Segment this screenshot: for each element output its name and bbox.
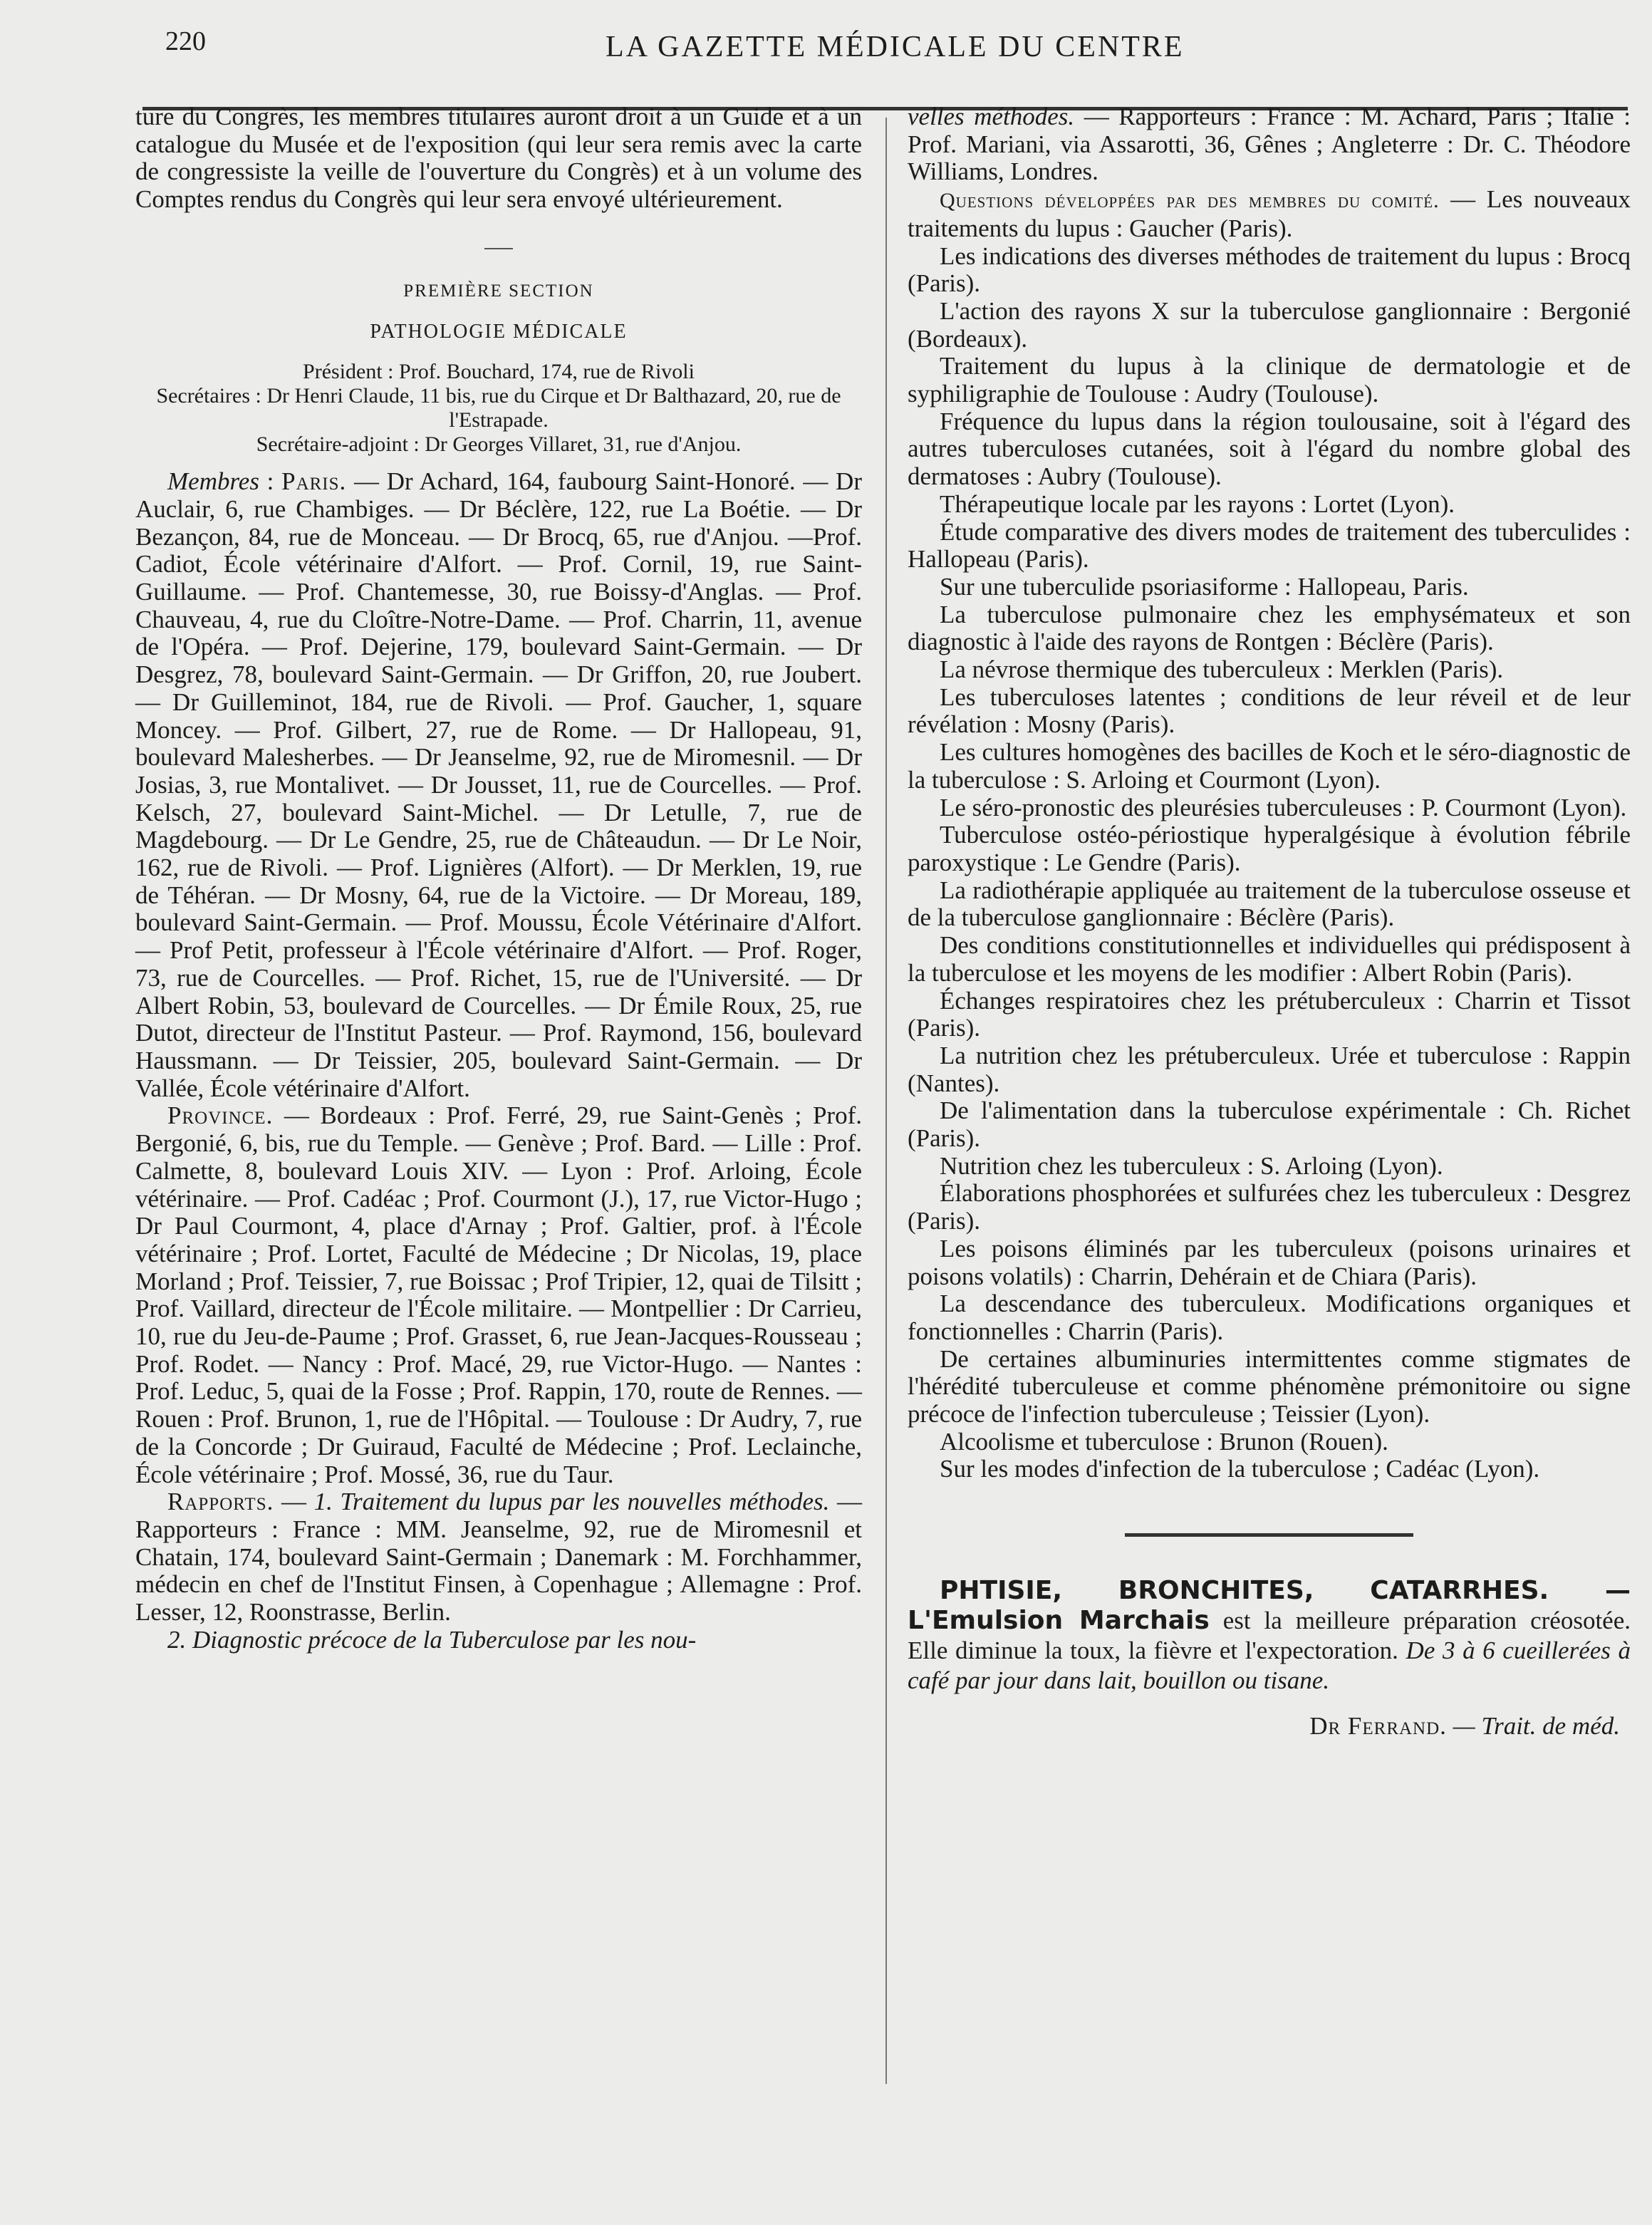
question-item: Les tuberculoses latentes ; conditions de leur réveil et de leur révélation : Mosny (Paris). xyxy=(908,683,1631,739)
assistant-secretary-line: Secrétaire-adjoint : Dr Georges Villaret, 31, rue d'Anjou. xyxy=(256,432,742,457)
question-item: De l'alimentation dans la tuberculose expérimentale : Ch. Richet (Paris). xyxy=(908,1096,1631,1153)
president-line: Président : Prof. Bouchard, 174, rue de Rivoli xyxy=(303,360,695,384)
secretaries-line: Secrétaires : Dr Henri Claude, 11 bis, rue du Cirque et Dr Balthazard, 20, rue de l'Estrapade. xyxy=(156,384,841,432)
column-rule xyxy=(885,118,887,2084)
advertisement-signature xyxy=(908,1713,1631,1741)
paris-label: Paris. xyxy=(281,467,347,496)
question-item: Élaborations phosphorées et sulfurées chez les tuberculeux : Desgrez (Paris). xyxy=(908,1179,1631,1235)
members-province-paragraph xyxy=(135,1102,862,1488)
province-label: Province. xyxy=(167,1101,274,1130)
question-item: Nutrition chez les tuberculeux : S. Arloing (Lyon). xyxy=(940,1151,1443,1180)
questions-intro-paragraph xyxy=(908,186,1631,242)
page-header xyxy=(142,21,1581,71)
questions-label: Questions développées par des membres du comité. xyxy=(940,189,1440,213)
question-item: Sur les modes d'infection de la tuberculose ; Cadéac (Lyon). xyxy=(940,1455,1540,1483)
advertisement xyxy=(908,1576,1631,1741)
advertisement-text xyxy=(908,1576,1631,1696)
question-item: La radiothérapie appliquée au traitement de la tuberculose osseuse et de la tuberculose ganglionnaire : Béclère (Paris). xyxy=(908,876,1631,932)
report-1-title: 1. Traitement du lupus par les nouvelles méthodes. xyxy=(313,1488,830,1516)
section-label: PREMIÈRE SECTION xyxy=(403,281,594,301)
section-title: PATHOLOGIE MÉDICALE xyxy=(370,320,628,343)
question-item: De certaines albuminuries intermittentes comme stigmates de l'hérédité tuberculeuse et comme phénomène prémonitoire ou signe précoce de l'infection tuberculeuse ; Teissier (Lyon). xyxy=(908,1344,1631,1428)
members-province-list: — Bordeaux : Prof. Ferré, 29, rue Saint-Genès ; Prof. Bergonié, 6, bis, rue du Temple. — Genève ; Prof. Bard. — Lille : Prof. Calmette, 8, boulevard Louis XIV. — Lyon : Prof. Arloing, École vétérinaire. — Prof. Cadéac ; Prof. Courmont (J.), 17, rue Victor-Hugo ; Dr Paul Courmont, 4, place d'Arnay ; Prof. Galtier, prof. à l'École vétérinaire ; Prof. Lortet, Faculté de Médecine ; Dr Nicolas, 19, place Morland ; Prof. Teissier, 7, rue Boissac ; Prof Tripier, 12, quai de Tilsitt ; Prof. Vaillard, directeur de l'École militaire. — Montpellier : Dr Carrieu, 10, rue du Jeu-de-Paume ; Prof. Grasset, 6, rue Jean-Jacques-Rousseau ; Prof. Rodet. — Nancy : Prof. Macé, 29, rue Victor-Hugo. — Nantes : Prof. Leduc, 5, quai de la Fosse ; Prof. Rappin, 170, route de Rennes. — Rouen : Prof. Brunon, 1, rue de l'Hôpital. — Toulouse : Dr Audry, 7, rue de la Concorde ; Dr Guiraud, Faculté de Médecine ; Prof. Leclainche, École vétérinaire ; Prof. Mossé, 36, rue du Taur. xyxy=(135,1101,862,1488)
question-item: Les indications des diverses méthodes de traitement du lupus : Brocq (Paris). xyxy=(908,242,1631,298)
advertisement-body: est la meilleure préparation créosotée. Elle diminue la toux, la fièvre et l'expectoration. xyxy=(908,1607,1631,1665)
members-paris-list: — Dr Achard, 164, faubourg Saint-Honoré. — Dr Auclair, 6, rue Chambiges. — Dr Béclère, 122, rue La Boétie. — Dr Bezançon, 84, rue de Monceau. — Dr Brocq, 65, rue d'Anjou. —Prof. Cadiot, École vétérinaire d'Alfort. — Prof. Cornil, 19, rue Saint-Guillaume. — Prof. Chantemesse, 30, rue Boissy-d'Anglas. — Prof. Chauveau, 4, rue du Cloître-Notre-Dame. — Prof. Charrin, 11, avenue de l'Opéra. — Prof. Dejerine, 179, boulevard Saint-Germain. — Dr Desgrez, 78, boulevard Saint-Germain. — Dr Griffon, 20, rue Joubert. — Dr Guilleminot, 184, rue de Rivoli. — Prof. Gaucher, 1, square Moncey. — Prof. Gilbert, 27, rue de Rome. — Dr Hallopeau, 91, boulevard Malesherbes. — Dr Jeanselme, 92, rue de Miromesnil. — Dr Josias, 3, rue Montalivet. — Dr Jousset, 11, rue de Courcelles. — Prof. Kelsch, 27, boulevard Saint-Michel. — Dr Letulle, 7, rue de Magdebourg. — Dr Le Gendre, 25, rue de Châteaudun. — Dr Le Noir, 162, rue de Rivoli. — Prof. Lignières (Alfort). — Dr Merklen, 19, rue de Téhéran. — Dr Mosny, 64, rue de la Victoire. — Dr Moreau, 189, boulevard Saint-Germain. — Prof. Moussu, École Vétérinaire d'Alfort. — Prof Petit, professeur à l'École vétérinaire d'Alfort. — Prof. Roger, 73, rue de Courcelles. — Prof. Richet, 15, rue de l'Université. — Dr Albert Robin, 53, boulevard de Courcelles. — Dr Émile Roux, 25, rue Dutot, directeur de l'Institut Pasteur. — Prof. Raymond, 156, boulevard Haussmann. — Dr Teissier, 205, boulevard Saint-Germain. — Dr Vallée, École vétérinaire d'Alfort. xyxy=(135,467,862,1102)
question-item: Les poisons éliminés par les tuberculeux (poisons urinaires et poisons volatils) : Charrin, Dehérain et de Chiara (Paris). xyxy=(908,1234,1631,1290)
question-item: Le séro-pronostic des pleurésies tuberculeuses : P. Courmont (Lyon). xyxy=(940,793,1627,821)
question-item: Tuberculose ostéo-périostique hyperalgésique à évolution fébrile paroxystique : Le Gendre (Paris). xyxy=(908,821,1631,876)
report-1-paragraph: Rapports. — 1. Traitement du lupus par les nouvelles méthodes. — Rapporteurs : France : MM. Jeanselme, 92, rue de Miromesnil et Chatain, 174, boulevard Saint-Germain ; Danemark : M. Forchhammer, médecin en chef de l'Institut Finsen, à Copenhague ; Allemagne : Prof. Lesser, 12, Roonstrasse, Berlin. xyxy=(135,1488,862,1627)
question-item: Thérapeutique locale par les rayons : Lortet (Lyon). xyxy=(940,489,1455,518)
question-item: Traitement du lupus à la clinique de dermatologie et de syphiligraphie de Toulouse : Audry (Toulouse). xyxy=(908,352,1631,408)
right-column xyxy=(908,103,1631,1741)
question-item: La névrose thermique des tuberculeux : Merklen (Paris). xyxy=(940,655,1504,684)
report-2-cont-body: — Rapporteurs : France : M. Achard, Paris ; Italie : Prof. Mariani, via Assarotti, 36, Gênes ; Angleterre : Dr. C. Théodore Williams, Londres. xyxy=(908,103,1631,186)
page-number: 220 xyxy=(165,26,206,56)
question-item: L'action des rayons X sur la tuberculose ganglionnaire : Bergonié (Bordeaux). xyxy=(908,296,1631,353)
left-column xyxy=(135,103,862,1654)
members-label: Membres xyxy=(167,467,259,496)
advertisement-headline: PHTISIE, BRONCHITES, CATARRHES. — L'Emulsion Marchais xyxy=(908,1576,1631,1636)
question-item: La nutrition chez les prétuberculeux. Urée et tuberculose : Rappin (Nantes). xyxy=(908,1041,1631,1097)
signature-name: Dr Ferrand. xyxy=(1309,1712,1447,1741)
question-item: Sur une tuberculide psoriasiforme : Hallopeau, Paris. xyxy=(940,572,1469,601)
report-1-body: — Rapporteurs : France : MM. Jeanselme, 92, rue de Miromesnil et Chatain, 174, boulevard Saint-Germain ; Danemark : M. Forchhammer, médecin en chef de l'Institut Finsen, à Copenhague ; Allemagne : Prof. Lesser, 12, Roonstrasse, Berlin. xyxy=(135,1488,862,1627)
report-2-paragraph xyxy=(135,1627,862,1654)
report-2-continuation xyxy=(908,103,1631,186)
report-2-cont-title: velles méthodes. xyxy=(908,103,1075,130)
running-title: LA GAZETTE MÉDICALE DU CENTRE xyxy=(606,31,1185,63)
question-item: Alcoolisme et tuberculose : Brunon (Rouen). xyxy=(940,1427,1388,1456)
advertisement-divider xyxy=(1125,1533,1413,1537)
questions-first-item: — Les nouveaux traitements du lupus : Gaucher (Paris). xyxy=(908,185,1631,242)
section-divider xyxy=(484,248,513,249)
question-item: Échanges respiratoires chez les prétuberculeux : Charrin et Tissot (Paris). xyxy=(908,986,1631,1042)
question-item: Étude comparative des divers modes de traitement des tuberculides : Hallopeau (Paris). xyxy=(908,517,1631,574)
question-item: Des conditions constitutionnelles et individuelles qui prédisposent à la tuberculose et les moyens de les modifier : Albert Robin (Paris). xyxy=(908,931,1631,987)
signature-source: — Trait. de méd. xyxy=(1446,1712,1620,1741)
reports-label: Rapports. xyxy=(167,1488,274,1516)
question-item: La tuberculose pulmonaire chez les emphysémateux et son diagnostic à l'aide des rayons de Rontgen : Béclère (Paris). xyxy=(908,600,1631,656)
question-item: Fréquence du lupus dans la région toulousaine, soit à l'égard des autres tuberculoses cutanées, soit à l'égard du nombre global des dermatoses : Aubry (Toulouse). xyxy=(908,407,1631,491)
questions-list xyxy=(908,243,1631,1484)
report-2-title: 2. Diagnostic précoce de la Tuberculose par les nou- xyxy=(167,1625,697,1654)
question-item: La descendance des tuberculeux. Modifications organiques et fonctionnelles : Charrin (Paris). xyxy=(908,1290,1631,1345)
advertisement-dosage: De 3 à 6 cueillerées à café par jour dans lait, bouillon ou tisane. xyxy=(908,1637,1631,1695)
intro-paragraph: ture du Congrès, les membres titulaires auront droit à un Guide et à un catalogue du Musée et de l'exposition (qui leur sera remis avec la carte de congressiste la veille de l'ouverture du Congrès) et à un volume des Comptes rendus du Congrès qui leur sera envoyé ultérieurement. xyxy=(135,103,862,214)
members-paris-paragraph: Membres : Paris. — Dr Achard, 164, faubourg Saint-Honoré. — Dr Auclair, 6, rue Chambiges. — Dr Béclère, 122, rue La Boétie. — Dr Bezançon, 84, rue de Monceau. — Dr Brocq, 65, rue d'Anjou. —Prof. Cadiot, École vétérinaire d'Alfort. — Prof. Cornil, 19, rue Saint-Guillaume. — Prof. Chantemesse, 30, rue Boissy-d'Anglas. — Prof. Chauveau, 4, rue du Cloître-Notre-Dame. — Prof. Charrin, 11, avenue de l'Opéra. — Prof. Dejerine, 179, boulevard Saint-Germain. — Dr Desgrez, 78, boulevard Saint-Germain. — Dr Griffon, 20, rue Joubert. — Dr Guilleminot, 184, rue de Rivoli. — Prof. Gaucher, 1, square Moncey. — Prof. Gilbert, 27, rue de Rome. — Dr Hallopeau, 91, boulevard Malesherbes. — Dr Jeanselme, 92, rue de Miromesnil. — Dr Josias, 3, rue Montalivet. — Dr Jousset, 11, rue de Courcelles. — Prof. Kelsch, 27, boulevard Saint-Michel. — Dr Letulle, 7, rue de Magdebourg. — Dr Le Gendre, 25, rue de Châteaudun. — Dr Le Noir, 162, rue de Rivoli. — Prof. Lignières (Alfort). — Dr Merklen, 19, rue de Téhéran. — Dr Mosny, 64, rue de la Victoire. — Dr Moreau, 189, boulevard Saint-Germain. — Prof. Moussu, École Vétérinaire d'Alfort. — Prof Petit, professeur à l'École vétérinaire d'Alfort. — Prof. Roger, 73, rue de Courcelles. — Prof. Richet, 15, rue de l'Université. — Dr Albert Robin, 53, boulevard de Courcelles. — Dr Émile Roux, 25, rue Dutot, directeur de l'Institut Pasteur. — Prof. Raymond, 156, boulevard Haussmann. — Dr Teissier, 205, boulevard Saint-Germain. — Dr Vallée, École vétérinaire d'Alfort. xyxy=(135,467,862,1102)
question-item: Les cultures homogènes des bacilles de Koch et le séro-diagnostic de la tuberculose : S. Arloing et Courmont (Lyon). xyxy=(908,738,1631,794)
